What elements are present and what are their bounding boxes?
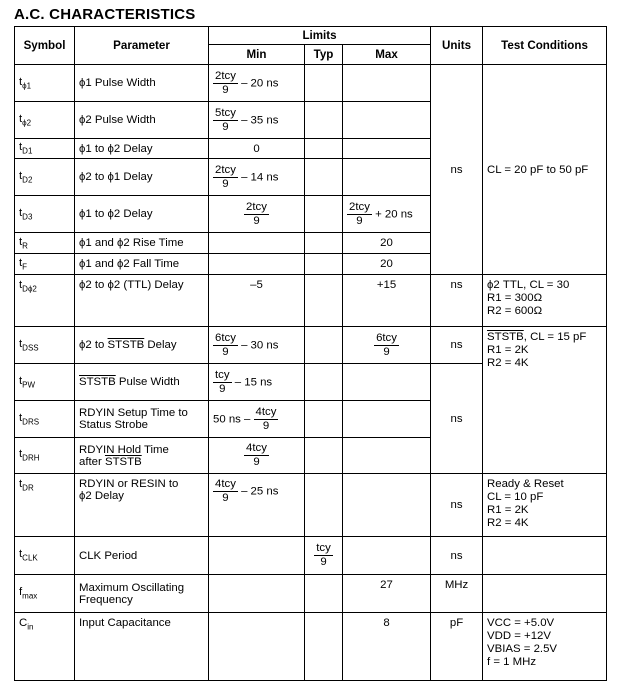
min-cell bbox=[209, 613, 305, 681]
symbol-cell: $t_{CLK}$ bbox=[15, 537, 75, 575]
symbol-cell: $t_{DRS}$ bbox=[15, 401, 75, 438]
typ-cell bbox=[305, 613, 343, 681]
symbol-cell: $t_{\phi 2}$ bbox=[15, 102, 75, 139]
typ-cell bbox=[305, 233, 343, 254]
test-conditions-cell: STSTB, CL = 15 pF R1 = 2K R2 = 4K bbox=[483, 327, 607, 474]
min-cell bbox=[209, 254, 305, 275]
max-cell: +15 bbox=[343, 275, 431, 327]
header-units: Units bbox=[431, 27, 483, 65]
symbol-cell: $t_F$ bbox=[15, 254, 75, 275]
typ-cell bbox=[305, 196, 343, 233]
max-cell bbox=[343, 438, 431, 474]
parameter-cell: ϕ1 and ϕ2 Rise Time bbox=[75, 233, 209, 254]
page-title: A.C. CHARACTERISTICS bbox=[14, 6, 196, 23]
test-conditions-cell: CL = 20 pF to 50 pF bbox=[483, 65, 607, 275]
test-conditions-cell: Ready & Reset CL = 10 pF R1 = 2K R2 = 4K bbox=[483, 474, 607, 537]
test-conditions-cell bbox=[483, 575, 607, 613]
min-cell: 0 bbox=[209, 139, 305, 159]
symbol-cell: $t_R$ bbox=[15, 233, 75, 254]
max-cell: 8 bbox=[343, 613, 431, 681]
parameter-cell: ϕ1 Pulse Width bbox=[75, 65, 209, 102]
header-row bbox=[15, 27, 607, 45]
parameter-cell: Input Capacitance bbox=[75, 613, 209, 681]
parameter-cell: RDYIN or RESIN to ϕ2 Delay bbox=[75, 474, 209, 537]
parameter-cell: ϕ1 to ϕ2 Delay bbox=[75, 139, 209, 159]
max-cell bbox=[343, 102, 431, 139]
symbol-cell: $t_{DRH}$ bbox=[15, 438, 75, 474]
max-cell bbox=[343, 364, 431, 401]
typ-cell bbox=[305, 254, 343, 275]
parameter-cell: RDYIN Setup Time to Status Strobe bbox=[75, 401, 209, 438]
table-row bbox=[15, 327, 607, 364]
typ-cell bbox=[305, 102, 343, 139]
units-cell: MHz bbox=[431, 575, 483, 613]
table-row bbox=[15, 575, 607, 613]
max-cell: 20 bbox=[343, 233, 431, 254]
min-cell: $\frac{\text{2tcy}}{9}$ – 20 ns bbox=[209, 65, 305, 102]
units-cell: ns bbox=[431, 275, 483, 327]
parameter-cell: ϕ2 to STSTB Delay bbox=[75, 327, 209, 364]
symbol-cell: $t_{DR}$ bbox=[15, 474, 75, 537]
parameter-cell: CLK Period bbox=[75, 537, 209, 575]
header-typ: Typ bbox=[305, 45, 343, 65]
symbol-cell: $t_{PW}$ bbox=[15, 364, 75, 401]
header-max: Max bbox=[343, 45, 431, 65]
test-conditions-cell bbox=[483, 537, 607, 575]
typ-cell bbox=[305, 575, 343, 613]
symbol-cell: $t_{D1}$ bbox=[15, 139, 75, 159]
units-cell: pF bbox=[431, 613, 483, 681]
typ-cell bbox=[305, 65, 343, 102]
max-cell: $\frac{\text{6tcy}}{9}$ bbox=[343, 327, 431, 364]
table-row bbox=[15, 275, 607, 327]
min-cell: $\frac{\text{2tcy}}{9}$ bbox=[209, 196, 305, 233]
units-cell: ns bbox=[431, 327, 483, 364]
symbol-cell: $f_{max}$ bbox=[15, 575, 75, 613]
max-cell bbox=[343, 401, 431, 438]
header-limits: Limits bbox=[209, 27, 431, 45]
test-conditions-cell: ϕ2 TTL, CL = 30 R1 = 300Ω R2 = 600Ω bbox=[483, 275, 607, 327]
max-cell bbox=[343, 139, 431, 159]
table-row bbox=[15, 537, 607, 575]
table-row bbox=[15, 613, 607, 681]
table-row bbox=[15, 65, 607, 102]
min-cell: $\frac{\text{6tcy}}{9}$ – 30 ns bbox=[209, 327, 305, 364]
typ-cell bbox=[305, 159, 343, 196]
typ-cell bbox=[305, 438, 343, 474]
symbol-cell: $t_{\phi 1}$ bbox=[15, 65, 75, 102]
units-cell: ns bbox=[431, 474, 483, 537]
header-symbol: Symbol bbox=[15, 27, 75, 65]
min-cell: 50 ns – $\frac{\text{4tcy}}{9}$ bbox=[209, 401, 305, 438]
min-cell: $\frac{\text{5tcy}}{9}$ – 35 ns bbox=[209, 102, 305, 139]
max-cell: $\frac{\text{2tcy}}{9}$ + 20 ns bbox=[343, 196, 431, 233]
min-cell: $\frac{\text{2tcy}}{9}$ – 14 ns bbox=[209, 159, 305, 196]
typ-cell bbox=[305, 364, 343, 401]
parameter-cell: ϕ1 and ϕ2 Fall Time bbox=[75, 254, 209, 275]
header-test-conditions: Test Conditions bbox=[483, 27, 607, 65]
max-cell bbox=[343, 159, 431, 196]
min-cell: –5 bbox=[209, 275, 305, 327]
typ-cell bbox=[305, 139, 343, 159]
typ-cell bbox=[305, 474, 343, 537]
symbol-cell: $t_{D\phi 2}$ bbox=[15, 275, 75, 327]
units-cell: ns bbox=[431, 364, 483, 474]
parameter-cell: ϕ2 to ϕ2 (TTL) Delay bbox=[75, 275, 209, 327]
parameter-cell: RDYIN Hold Time after STSTB bbox=[75, 438, 209, 474]
min-cell: $\frac{\text{tcy}}{9}$ – 15 ns bbox=[209, 364, 305, 401]
min-cell bbox=[209, 233, 305, 254]
typ-cell: $\frac{\text{tcy}}{9}$ bbox=[305, 537, 343, 575]
min-cell bbox=[209, 537, 305, 575]
ac-characteristics-table bbox=[14, 26, 607, 681]
symbol-cell: $C_{in}$ bbox=[15, 613, 75, 681]
symbol-cell: $t_{D3}$ bbox=[15, 196, 75, 233]
parameter-cell: STSTB Pulse Width bbox=[75, 364, 209, 401]
symbol-cell: $t_{DSS}$ bbox=[15, 327, 75, 364]
units-cell: ns bbox=[431, 65, 483, 275]
table-row bbox=[15, 474, 607, 537]
max-cell: 27 bbox=[343, 575, 431, 613]
max-cell bbox=[343, 537, 431, 575]
typ-cell bbox=[305, 275, 343, 327]
test-conditions-cell: VCC = +5.0V VDD = +12V VBIAS = 2.5V f = 1 MHz bbox=[483, 613, 607, 681]
min-cell bbox=[209, 575, 305, 613]
min-cell: $\frac{\text{4tcy}}{9}$ bbox=[209, 438, 305, 474]
parameter-cell: ϕ2 Pulse Width bbox=[75, 102, 209, 139]
units-cell: ns bbox=[431, 537, 483, 575]
typ-cell bbox=[305, 327, 343, 364]
parameter-cell: Maximum Oscillating Frequency bbox=[75, 575, 209, 613]
typ-cell bbox=[305, 401, 343, 438]
parameter-cell: ϕ2 to ϕ1 Delay bbox=[75, 159, 209, 196]
min-cell: $\frac{\text{4tcy}}{9}$ – 25 ns bbox=[209, 474, 305, 537]
header-min: Min bbox=[209, 45, 305, 65]
max-cell: 20 bbox=[343, 254, 431, 275]
max-cell bbox=[343, 474, 431, 537]
symbol-cell: $t_{D2}$ bbox=[15, 159, 75, 196]
max-cell bbox=[343, 65, 431, 102]
parameter-cell: ϕ1 to ϕ2 Delay bbox=[75, 196, 209, 233]
header-parameter: Parameter bbox=[75, 27, 209, 65]
